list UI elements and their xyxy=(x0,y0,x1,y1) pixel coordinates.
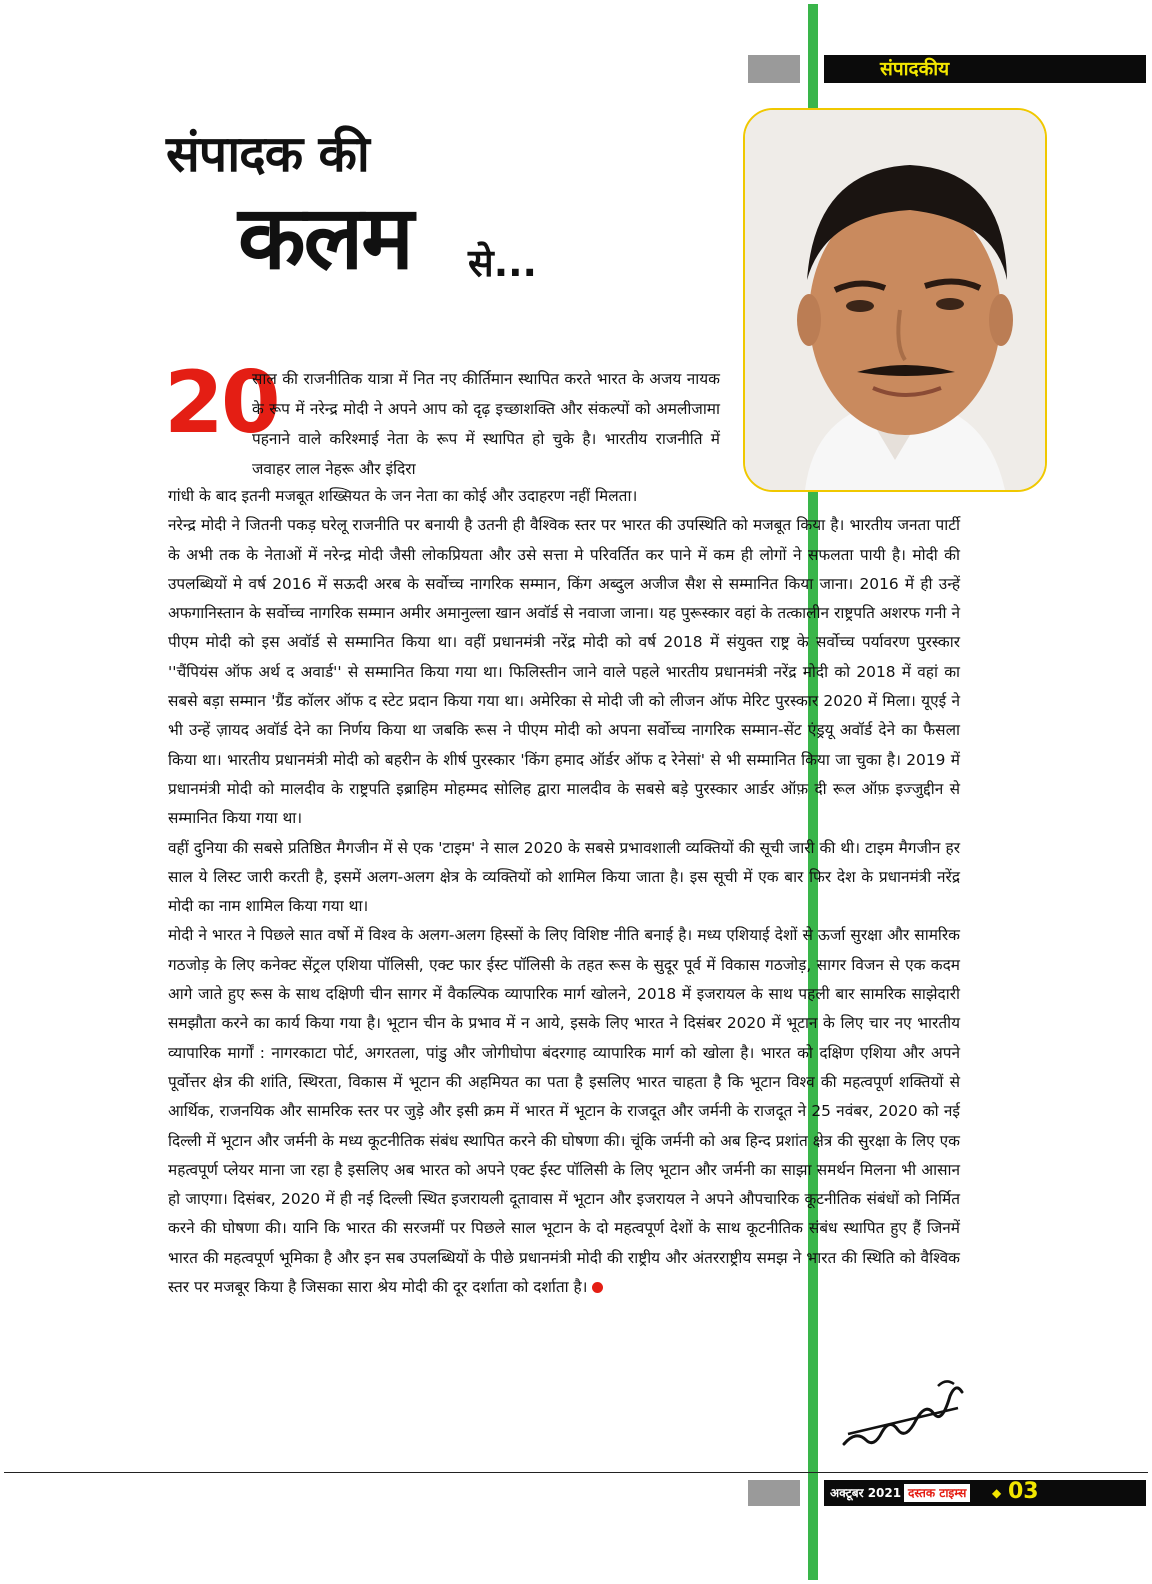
lead-continuation: गांधी के बाद इतनी मजबूत शख्सियत के जन नेता का कोई और उदाहरण नहीं मिलता। xyxy=(168,487,638,505)
editor-signature xyxy=(838,1374,968,1458)
headline-line-1: संपादक की xyxy=(166,125,369,183)
signature-text: रामकुमार सिंह xyxy=(838,1374,844,1375)
editor-photo xyxy=(743,108,1047,492)
drop-cap: 20 xyxy=(164,353,278,453)
header-gray-block xyxy=(748,55,800,83)
paragraph-2: वहीं दुनिया की सबसे प्रतिष्ठित मैगजीन में से एक 'टाइम' ने साल 2020 के सबसे प्रभावशाली व्यक्तियों की सूची जारी की थी। टाइम मैगजीन हर साल ये लिस्ट जारी करती है, इसमें अलग-अलग क्षेत्र के व्यक्तियों को शामिल किया जाता है। इस सूची में एक बार फिर देश के प्रधानमंत्री नरेंद्र मोदी का नाम शामिल किया गया था। xyxy=(168,838,960,916)
footer-rule xyxy=(4,1472,1148,1473)
paragraph-3 xyxy=(168,921,960,1302)
issue-date: अक्टूबर 2021 xyxy=(830,1486,902,1500)
paragraph-1: नरेन्द्र मोदी ने जितनी पकड़ घरेलू राजनीति पर बनायी है उतनी ही वैश्विक स्तर पर भारत की उपस्थिति को मजबूत किया है। भारतीय जनता पार्टी के अभी तक के नेताओं में नरेन्द्र मोदी जैसी लोकप्रियता और उसे सत्ता मे परिवर्तित कर पाने में कम ही लोगों ने सफलता पायी है। मोदी की उपलब्धियों मे वर्ष 2016 में सऊदी अरब के सर्वोच्च नागरिक सम्मान, किंग अब्दुल अजीज सैश से सम्मानित किया जाना। 2016 में ही उन्हें अफगानिस्तान के सर्वोच्च नागरिक सम्मान अमीर अमानुल्ला खान अवॉर्ड से नवाजा जाना। यह पुरूस्कार वहां के तत्कालीन राष्ट्रपति अशरफ गनी ने पीएम मोदी को इस अवॉर्ड से सम्मानित किया था। वहीं प्रधानमंत्री नरेंद्र मोदी को वर्ष 2018 में संयुक्त राष्ट्र के सर्वोच्च पर्यावरण पुरस्कार ''चैंपियंस ऑफ अर्थ द अवार्ड'' से सम्मानित किया गया था। फिलिस्तीन जाने वाले पहले भारतीय प्रधानमंत्री नरेंद्र मोदी को 2018 में वहां का सबसे बड़ा सम्मान 'ग्रैंड कॉलर ऑफ द स्टेट प्रदान किया गया था। अमेरिका से मोदी जी को लीजन ऑफ मेरिट पुरस्कार 2020 में मिला। यूएई ने भी उन्हें ज़ायद अवॉर्ड देने का निर्णय किया था जबकि रूस ने पीएम मोदी को अपना सर्वोच्च नागरिक सम्मान-सेंट एंड्रयू अवॉर्ड देने का फैसला किया था। भारतीय प्रधानमंत्री मोदी को बहरीन के शीर्ष पुरस्कार 'किंग हमाद ऑर्डर ऑफ द रेनेसां' से भी सम्मानित किया जा चुका है। 2019 में प्रधानमंत्री मोदी को मालदीव के राष्ट्रपति इब्राहिम मोहम्मद सोलिह द्वारा मालदीव के सबसे बड़े पुरस्कार आर्डर ऑफ़ दी रूल ऑफ़ इज्जुद्दीन से सम्मानित किया गया था। xyxy=(168,516,960,828)
paragraph-3-text: मोदी ने भारत ने पिछले सात वर्षो में विश्व के अलग-अलग हिस्सों के लिए विशिष्ट नीति बनाई है। मध्य एशियाई देशों से ऊर्जा सुरक्षा और सामरिक गठजोड़ के लिए कनेक्ट सेंट्रल एशिया पॉलिसी, एक्ट फार ईस्ट पॉलिसी के तहत रूस के सुदूर पूर्व में विकास गठजोड़, सागर विजन से एक कदम आगे जाते हुए रूस के साथ दक्षिणी चीन सागर में वैकल्पिक व्यापारिक मार्ग खोलने, 2018 में इजरायल के साथ पहली बार सामरिक साझेदारी समझौता करने का कार्य किया गया है। भूटान चीन के प्रभाव में न आये, इसके लिए भारत ने दिसंबर 2020 में भूटान के लिए चार नए भारतीय व्यापारिक मार्गों : नागरकाटा पोर्ट, अगरतला, पांडु और जोगीघोपा बंदरगाह व्यापारिक मार्ग को खोला है। भारत को दक्षिण एशिया और अपने पूर्वोत्तर क्षेत्र की शांति, स्थिरता, विकास में भूटान की अहमियत का पता है इसलिए भारत चाहता है कि भूटान विश्व की महत्वपूर्ण शक्तियों से आर्थिक, राजनयिक और सामरिक स्तर पर जुड़े और इसी क्रम में भारत में भूटान के राजदूत और जर्मनी के राजदूत ने 25 नवंबर, 2020 को नई दिल्ली में भूटान और जर्मनी के मध्य कूटनीतिक संबंध स्थापित करने की घोषणा की। चूंकि जर्मनी को अब हिन्द प्रशांत क्षेत्र की सुरक्षा के लिए एक महत्वपूर्ण प्लेयर माना जा रहा है इसलिए अब भारत को अपने एक्ट ईस्ट पॉलिसी के लिए भूटान और जर्मनी का साझा समर्थन मिलना भी आसान हो जाएगा। दिसंबर, 2020 में ही नई दिल्ली स्थित इजरायली दूतावास में भूटान और इजरायल ने अपने औपचारिक कूटनीतिक संबंधों को निर्मित करने की घोषणा की। यानि कि भारत की सरजमीं पर पिछले साल भूटान के दो महत्वपूर्ण देशों के साथ कूटनीतिक संबंध स्थापित हुए हैं जिनमें भारत की महत्वपूर्ण भूमिका है और इन सब उपलब्धियों के पीछे प्रधानमंत्री मोदी की राष्ट्रीय और अंतरराष्ट्रीय समझ ने भारत की स्थिति को वैश्विक स्तर पर मजबूर किया है जिसका सारा श्रेय मोदी की दूर दर्शाता को दर्शाता है। xyxy=(168,926,960,1297)
article-body xyxy=(168,482,960,1302)
page-number: 03 xyxy=(1008,1479,1039,1504)
header-black-band xyxy=(824,55,1146,83)
article-lead xyxy=(252,364,720,484)
headline-line-3: से... xyxy=(468,241,537,285)
headline-line-2: कलम xyxy=(238,186,412,289)
section-label: संपादकीय xyxy=(880,58,950,80)
magazine-logo: दस्तक टाइम्स xyxy=(904,1484,970,1502)
end-mark-icon xyxy=(592,1282,603,1293)
footer-gray-block xyxy=(748,1480,800,1506)
lead-paragraph: साल की राजनीतिक यात्रा में नित नए कीर्तिमान स्थापित करते भारत के अजय नायक के रूप में नरेन्द्र मोदी ने अपने आप को दृढ़ इच्छाशक्ति और संकल्पों को अमलीजामा पहनाने वाले करिश्माई नेता के रूप में स्थापित हो चुके है। भारतीय राजनीति में जवाहर लाल नेहरू और इंदिरा xyxy=(252,370,720,478)
diamond-bullet-icon: ◆ xyxy=(992,1486,1002,1500)
